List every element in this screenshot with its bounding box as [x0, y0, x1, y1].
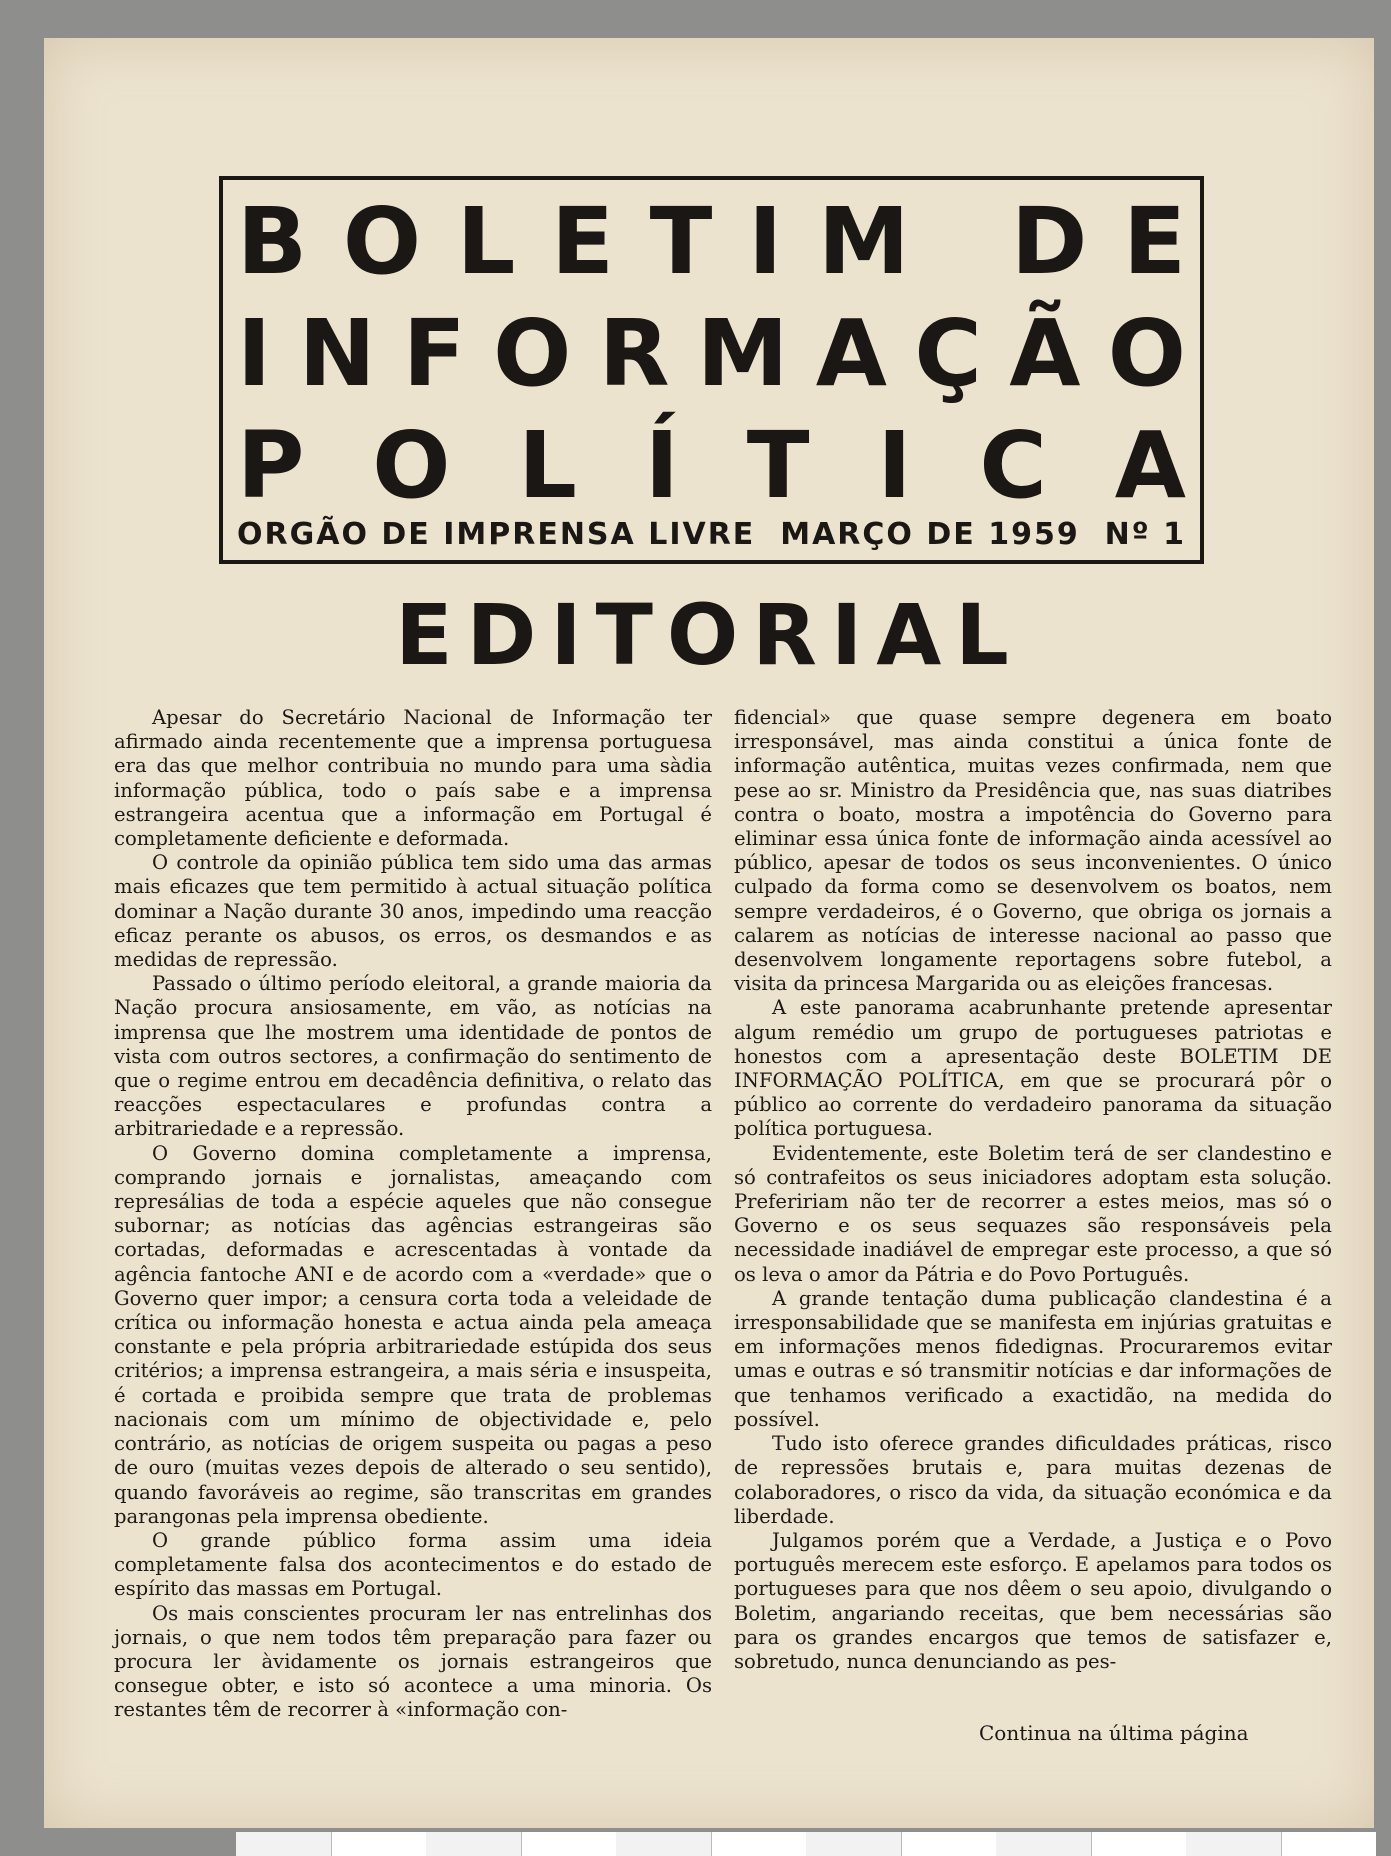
masthead-title-line-2: I N F O R M A Ç Ã O	[237, 300, 1186, 407]
masthead-title-line-3: P O L Í T I C A	[237, 412, 1186, 519]
paragraph: Os mais conscientes procuram ler nas entrelinhas dos jornais, o que nem todos têm preparação para fazer ou procura ler àvidamente os jornais estrangeiros que consegue obter, e isto só acontece a uma minoria. Os restantes têm de recorrer à «informação con-	[114, 1601, 712, 1722]
issue-date: MARÇO DE 1959	[780, 517, 1080, 552]
continued-note: Continua na última página	[979, 1721, 1249, 1745]
masthead-title-line-1: B O L E T I M D E	[237, 188, 1186, 295]
paragraph: Evidentemente, este Boletim terá de ser clandestino e só contrafeitos os seus iniciadores adoptam esta solução. Prefeririam não ter de recorrer a estes meios, mas só o Governo e os seus sequazes são responsáveis pela necessidade inadiável de empregar este processo, a que só os leva o amor da Pátria e do Povo Português.	[734, 1141, 1332, 1286]
paragraph: fidencial» que quase sempre degenera em boato irresponsável, mas ainda constitui a única fonte de informação autêntica, muitas vezes confirmada, nem que pese ao sr. Ministro da Presidência que, nas suas diatribes contra o boato, mostra a impotência do Governo para eliminar essa única fonte de informação ainda acessível ao público, apesar de todos os seus inconvenientes. O único culpado da forma como se desenvolvem os boatos, nem sempre verdadeiros, é o Governo, que obriga os jornais a calarem as notícias de interesse nacional ao passo que desenvolvem longamente reportagens sobre futebol, a visita da princesa Margarida ou as eleições francesas.	[734, 706, 1332, 996]
masthead-subtitle	[237, 517, 1186, 552]
paragraph: O grande público forma assim uma ideia completamente falsa dos acontecimentos e do estado de espírito das massas em Portugal.	[114, 1528, 712, 1601]
newspaper-page	[44, 38, 1374, 1828]
paragraph: Passado o último período eleitoral, a grande maioria da Nação procura ansiosamente, em vão, as notícias na imprensa que lhe mostrem uma identidade de pontos de vista com outros sectores, a confirmação do sentimento de que o regime entrou em decadência definitiva, o relato das reacções espectaculares e profundas contra a arbitrariedade e a repressão.	[114, 972, 712, 1141]
organ-label: ORGÃO DE IMPRENSA LIVRE	[237, 517, 756, 552]
left-column	[114, 706, 712, 1723]
paragraph: A grande tentação duma publicação clandestina é a irresponsabilidade que se manifesta em injúrias gratuitas e em informações menos fidedignas. Procuraremos evitar umas e outras e só transmitir notícias e dar informações de que tenhamos verificado a exactidão, na medida do possível.	[734, 1286, 1332, 1431]
paragraph: O controle da opinião pública tem sido uma das armas mais eficazes que tem permitido à actual situação política dominar a Nação durante 30 anos, impedindo uma reacção eficaz perante os abusos, os erros, os desmandos e as medidas de repressão.	[114, 851, 712, 972]
right-column	[734, 706, 1332, 1674]
color-scale-strip	[236, 1832, 1376, 1856]
paragraph: Julgamos porém que a Verdade, a Justiça e o Povo português merecem este esforço. E apelamos para todos os portugueses para que nos dêem o seu apoio, divulgando o Boletim, angariando receitas, que bem necessárias são para os grandes encargos que temos de satisfazer e, sobretudo, nunca denunciando as pes-	[734, 1528, 1332, 1673]
paragraph: O Governo domina completamente a imprensa, comprando jornais e jornalistas, ameaçando com represálias de toda a espécie aqueles que não consegue subornar; as notícias das agências estrangeiras são cortadas, deformadas e acrescentadas à vontade da agência fantoche ANI e de acordo com a «verdade» que o Governo quer impor; a censura corta toda a veleidade de crítica ou informação honesta e actua ainda pela ameaça constante e pela própria arbitrariedade estúpida dos seus critérios; a imprensa estrangeira, a mais séria e insuspeita, é cortada e proibida sempre que trata de problemas nacionais com um mínimo de objectividade e, pelo contrário, as notícias de origem suspeita ou pagas a peso de ouro (muitas vezes depois de alterado o seu sentido), quando favoráveis ao regime, são transcritas em grandes parangonas pela imprensa obediente.	[114, 1141, 712, 1528]
masthead	[219, 176, 1204, 564]
issue-number: Nº 1	[1104, 517, 1186, 552]
paragraph: Apesar do Secretário Nacional de Informação ter afirmado ainda recentemente que a imprensa portuguesa era das que melhor contribuia no mundo para uma sàdia informação pública, todo o país sabe e a imprensa estrangeira acentua que a informação em Portugal é completamente deficiente e deformada.	[114, 706, 712, 851]
paragraph: Tudo isto oferece grandes dificuldades práticas, risco de repressões brutais e, para muitas dezenas de colaboradores, o risco da vida, da situação económica e da liberdade.	[734, 1432, 1332, 1528]
section-heading: EDITORIAL	[395, 586, 1023, 684]
paragraph: A este panorama acabrunhante pretende apresentar algum remédio um grupo de portugueses patriotas e honestos com a apresentação deste BOLETIM DE INFORMAÇÃO POLÍTICA, em que se procurará pôr o público ao corrente do verdadeiro panorama da situação política portuguesa.	[734, 996, 1332, 1141]
